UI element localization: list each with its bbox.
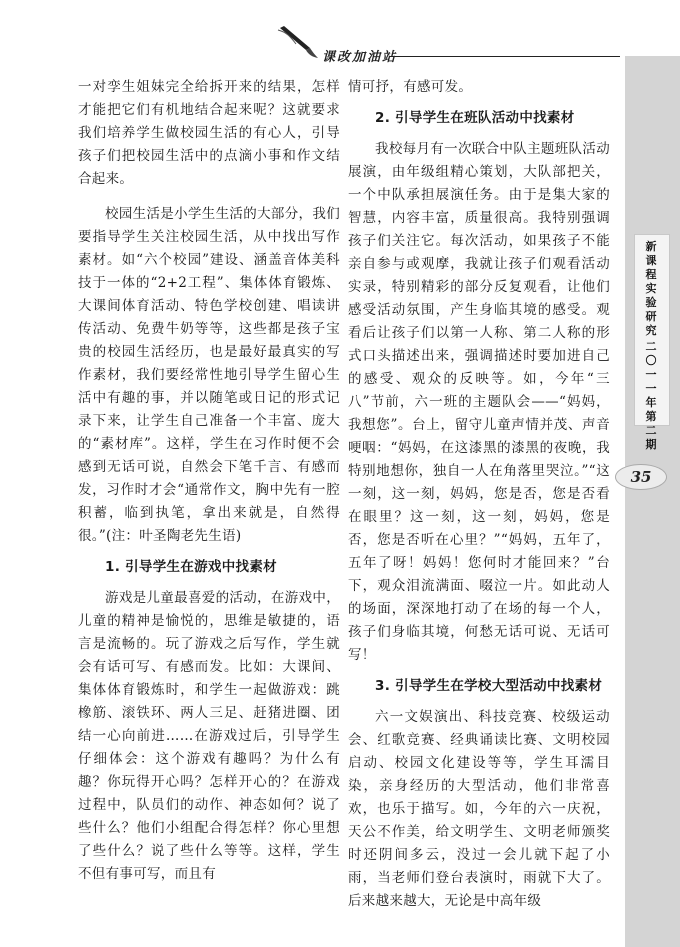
journal-char: 新 [645,240,657,253]
issue-char: 一 [645,368,657,381]
issue-char: 年 [645,396,657,409]
paragraph: 游戏是儿童最喜爱的活动，在游戏中，儿童的精神是愉悦的，思维是敏捷的，语言是流畅的。玩了游戏之后写作，学生就会有话可写、有感而发。比如：大课间、集体体育锻炼时，和学生一起做游戏：跳橡筋、滚铁环、两人三足、赶猪进圈、团结一心向前进……在游戏过后，引导学生仔细体会：这个游戏有趣吗？为什么有趣？你玩得开心吗？怎样开心的？在游戏过程中，队员们的动作、神态如何？说了些什么？他们小组配合得怎样？你心里想了些什么？说了些什么等等。这样，学生不但有事可写，而且有 [78,590,340,882]
journal-char: 课 [645,254,657,267]
sidebar-bar [625,56,680,947]
column-title: 课改加油站 [322,50,398,65]
issue-char: 第 [645,410,657,423]
issue-char: 〇 [645,354,657,367]
issue-char: 期 [645,438,657,451]
paragraph: 我校每月有一次联合中队主题班队活动展演，由年级组精心策划，大队部把关，一个中队承担展演任务。由于是集大家的智慧，内容丰富，质量很高。我特别强调孩子们关注它。每次活动，如果孩子不能亲自参与或观摩，我就让孩子们观看活动实录，特别精彩的部分反复观看，让他们感受活动氛围，产生身临其境的感受。观看后让孩子们以第一人称、第二人称的形式口头描述出来，强调描述时要加进自己的感受、观众的反映等。如，今年“三八”节前，六一班的主题队会——“妈妈，我想您”。台上，留守儿童声情并茂、声音哽咽：“妈妈，在这漆黑的漆黑的夜晚，我特别地想你，独自一人在角落里哭泣。”“这一刻，这一刻，妈妈，您是否，您是否看在眼里？这一刻，这一刻，妈妈，您是否，您是否听在心里？”“妈妈，五年了，五年了呀！妈妈！您何时才能回来？”台下，观众泪流满面、啜泣一片。如此动人的场面，深深地打动了在场的每一个人，孩子们身临其境，何愁无话可说、无话可写！ [348,141,610,663]
section-heading: 2. 引导学生在班队活动中找素材 [375,110,575,126]
header-rule [392,56,620,57]
page-number: 35 [615,464,667,490]
paragraph: 一对孪生姐妹完全给拆开来的结果，怎样才能把它们有机地结合起来呢？这就要求我们培养学生做校园生活的有心人，引导孩子们把校园生活中的点滴小事和作文结合起来。 [78,79,340,187]
brush-icon [276,24,320,62]
issue-label [634,340,668,424]
section-heading: 3. 引导学生在学校大型活动中找素材 [375,678,603,694]
journal-title [634,240,668,324]
journal-char: 实 [645,282,657,295]
paragraph: 六一文娱演出、科技竞赛、校级运动会、红歌竞赛、经典诵读比赛、文明校园启动、校园文化建设等等，学生耳濡目染，亲身经历的大型活动，他们非常喜欢，也乐于描写。如，今年的六一庆祝，天公不作美，给文明学生、文明老师颁奖时还阴间多云，没过一会儿就下起了小雨，当老师们登台表演时，雨就下大了。后来越来越大，无论是中高年级 [348,709,610,909]
issue-tail [634,424,668,452]
left-column [78,76,340,886]
issue-char: 一 [645,382,657,395]
section-heading: 1. 引导学生在游戏中找素材 [105,559,277,575]
paragraph: 情可抒，有感可发。 [348,79,473,95]
journal-char: 程 [645,268,657,281]
paragraph: 校园生活是小学生生活的大部分，我们要指导学生关注校园生活，从中找出写作素材。如“六个校园”建设、涵盖音体美科技于一体的“2+2工程”、集体体育锻炼、大课间体育活动、特色学校创建、唱读讲传活动、免费牛奶等等，这些都是孩子宝贵的校园生活经历，也是最好最真实的写作素材，我们要经常性地引导学生留心生活中有趣的事，并以随笔或日记的形式记录下来，让学生自己准备一个丰富、庞大的“素材库”。这样，学生在习作时便不会感到无话可说，自然会下笔千言、有感而发，习作时才会“通常作文，胸中先有一腔积蓄，临到执笔，拿出来就是，自然得很。”(注：叶圣陶老先生语) [78,206,340,544]
issue-char: 二 [645,340,657,353]
journal-char: 研 [645,310,657,323]
journal-char-last: 究 [645,324,657,337]
issue-char: 二 [645,424,657,437]
journal-char: 验 [645,296,657,309]
right-column [348,76,610,913]
